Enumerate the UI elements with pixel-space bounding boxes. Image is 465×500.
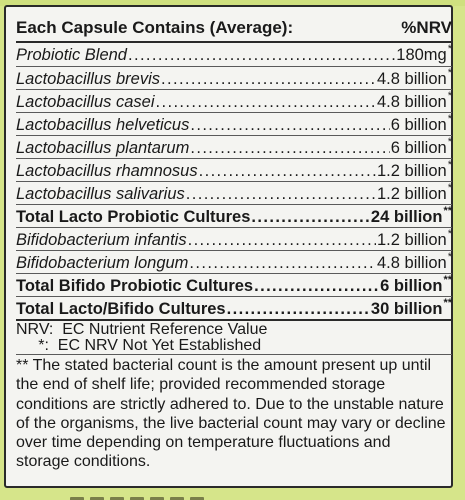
- ingredient-row-l-rhamnosus: [16, 159, 452, 180]
- total-name: Total Lacto/Bifido Cultures: [16, 300, 226, 318]
- nrv-mark: *: [447, 251, 452, 263]
- nrv-mark: *: [447, 159, 452, 171]
- dot-leader: [186, 185, 376, 203]
- dot-leader: [161, 70, 376, 88]
- dot-leader: [156, 93, 377, 111]
- nrv-mark: **: [443, 297, 452, 309]
- total-value: 24 billion: [370, 208, 443, 226]
- dot-leader: [189, 254, 376, 272]
- ingredient-name: Lactobacillus rhamnosus: [16, 162, 198, 180]
- ingredient-row-b-infantis: [16, 228, 452, 249]
- ingredient-value: 1.2 billion: [377, 185, 447, 203]
- ingredient-row-l-plantarum: [16, 136, 452, 157]
- dot-leader: [251, 208, 370, 226]
- notes-divider: [16, 354, 452, 355]
- dot-leader: [199, 162, 376, 180]
- ingredient-row-b-longum: [16, 251, 452, 272]
- ingredient-row-probiotic-blend: [16, 43, 452, 64]
- nrv-mark: *: [447, 228, 452, 240]
- nrv-not-established-note: *: EC NRV Not Yet Established: [16, 337, 262, 354]
- ingredient-value: 6 billion: [390, 139, 447, 157]
- dot-leader: [190, 139, 389, 157]
- ingredient-name: Lactobacillus brevis: [16, 70, 160, 88]
- total-row-lacto: [16, 205, 452, 226]
- ingredient-value: 4.8 billion: [377, 254, 447, 272]
- ingredient-row-l-helveticus: [16, 113, 452, 134]
- nrv-definition: NRV: EC Nutrient Reference Value: [16, 321, 268, 338]
- package-bottom-text-fragment: [70, 490, 270, 500]
- nrv-mark: *: [447, 113, 452, 125]
- nrv-mark: **: [443, 205, 452, 217]
- dot-leader: [227, 300, 370, 318]
- ingredient-name: Probiotic Blend: [16, 46, 127, 64]
- supplement-facts-panel: [4, 5, 453, 488]
- bacterial-count-disclaimer: ** The stated bacterial count is the amount present up until the end of shelf life; provided recommended storage conditions are strictly adhered to. Due to the unstable nature of the organisms, the live bacterial count may vary or decline over time depending on temperature fluctuations and storage conditions.: [16, 357, 446, 471]
- total-name: Total Lacto Probiotic Cultures: [16, 208, 251, 226]
- ingredient-name: Bifidobacterium longum: [16, 254, 189, 272]
- nrv-mark: *: [447, 43, 452, 55]
- dot-leader: [254, 277, 379, 295]
- total-row-bifido: [16, 274, 452, 295]
- header-nrv-label: %NRV: [401, 18, 452, 37]
- total-row-lacto-bifido: [16, 297, 452, 318]
- ingredient-row-l-brevis: [16, 67, 452, 88]
- ingredient-value: 1.2 billion: [377, 231, 447, 249]
- ingredient-name: Bifidobacterium infantis: [16, 231, 187, 249]
- header-title: Each Capsule Contains (Average):: [16, 18, 294, 37]
- ingredient-name: Lactobacillus casei: [16, 93, 155, 111]
- total-value: 30 billion: [370, 300, 443, 318]
- ingredient-row-l-salivarius: [16, 182, 452, 203]
- ingredient-row-l-casei: [16, 90, 452, 111]
- ingredient-value: 4.8 billion: [377, 70, 447, 88]
- nrv-mark: *: [447, 182, 452, 194]
- ingredient-value: 4.8 billion: [377, 93, 447, 111]
- dot-leader: [188, 231, 376, 249]
- nrv-mark: *: [447, 136, 452, 148]
- nrv-mark: *: [447, 67, 452, 79]
- dot-leader: [190, 116, 389, 134]
- dot-leader: [128, 46, 395, 64]
- total-name: Total Bifido Probiotic Cultures: [16, 277, 254, 295]
- panel-header: [16, 18, 452, 38]
- total-value: 6 billion: [380, 277, 443, 295]
- nrv-mark: **: [443, 274, 452, 286]
- ingredient-name: Lactobacillus plantarum: [16, 139, 190, 157]
- ingredient-name: Lactobacillus helveticus: [16, 116, 190, 134]
- ingredient-value: 6 billion: [390, 116, 447, 134]
- ingredient-value: 180mg: [396, 46, 447, 64]
- ingredient-value: 1.2 billion: [377, 162, 447, 180]
- nrv-mark: *: [447, 90, 452, 102]
- ingredient-name: Lactobacillus salivarius: [16, 185, 185, 203]
